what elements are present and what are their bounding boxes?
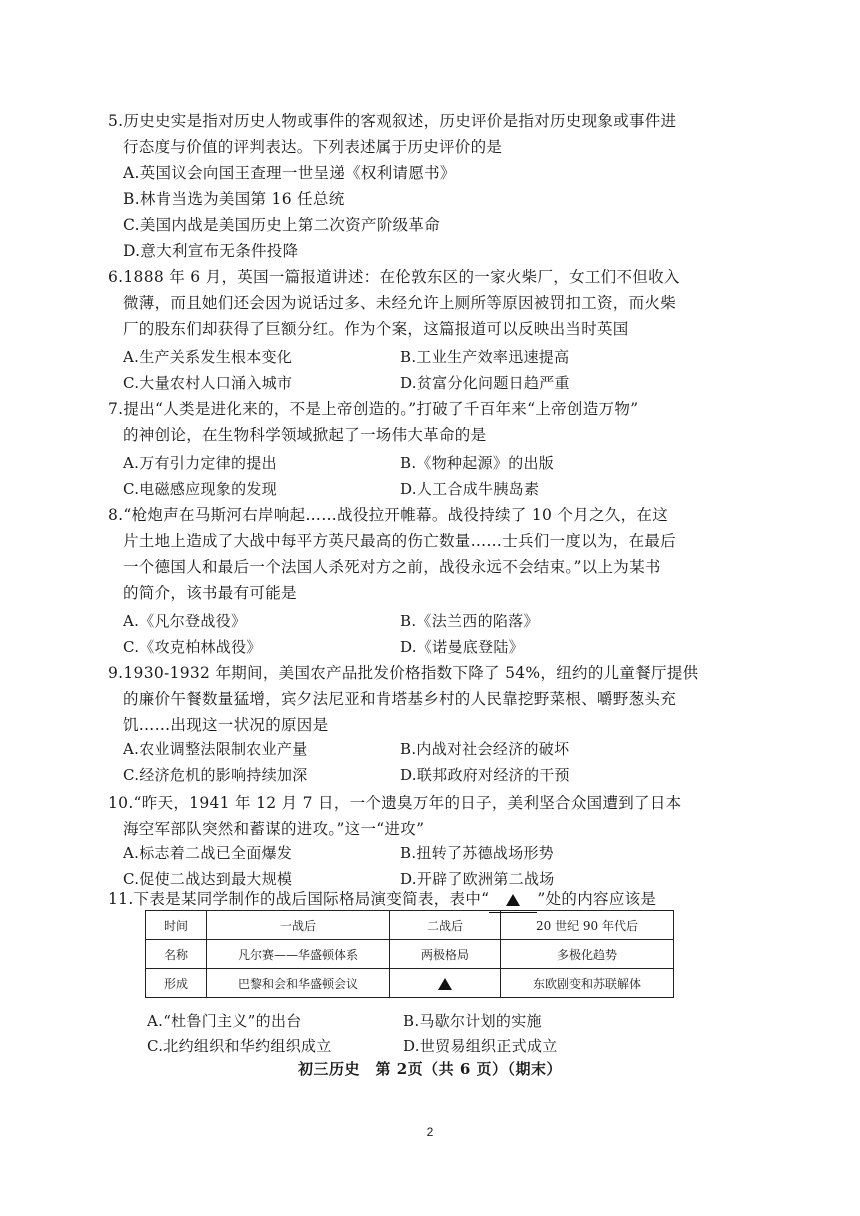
- question-8: [108, 502, 677, 606]
- question-stem: 行态度与价值的评判表达。下列表述属于历史评价的是: [123, 138, 503, 156]
- option-d: D.《诺曼底登陆》: [400, 638, 524, 656]
- table-international-pattern: [145, 910, 674, 998]
- option-b: B.扭转了苏德战场形势: [400, 844, 555, 862]
- option-b: B.林肯当选为美国第 16 任总统: [123, 190, 345, 208]
- question-6: [108, 264, 680, 342]
- question-stem: 片土地上造成了大战中每平方英尺最高的伤亡数量……士兵们一度以为，在最后: [123, 532, 677, 550]
- question-stem: 的简介，该书最有可能是: [123, 584, 297, 602]
- table-cell: 二战后: [390, 911, 501, 940]
- option-d: D.意大利宣布无条件投降: [123, 242, 299, 260]
- option-d: D.人工合成牛胰岛素: [400, 480, 540, 498]
- question-11: [108, 886, 708, 912]
- option-b: B.内战对社会经济的破坏: [400, 740, 570, 758]
- question-stem: 一个德国人和最后一个法国人杀死对方之前，战役永远不会结束。”以上为某书: [123, 558, 661, 576]
- table-cell: 凡尔赛——华盛顿体系: [207, 940, 390, 969]
- option-d: D.世贸易组织正式成立: [403, 1037, 558, 1055]
- page-footer: 初三历史 第 2页（共 6 页）（期末）: [297, 1060, 563, 1078]
- table-cell: 时间: [146, 911, 207, 940]
- answer-blank: [489, 886, 537, 913]
- question-stem: 厂的股东们却获得了巨额分红。作为个案，这篇报道可以反映出当时英国: [123, 320, 629, 338]
- option-d: D.贫富分化问题日趋严重: [400, 374, 570, 392]
- table-cell: 20 世纪 90 年代后: [501, 911, 674, 940]
- question-stem-start: 11.下表是某同学制作的战后国际格局演变简表，表中“: [108, 890, 490, 908]
- table-cell: 名称: [146, 940, 207, 969]
- question-7: [108, 396, 668, 448]
- question-stem-end: ”处的内容应该是: [537, 890, 657, 908]
- option-a: A.英国议会向国王查理一世呈递《权利请愿书》: [123, 164, 456, 182]
- option-a: A.标志着二战已全面爆发: [123, 844, 293, 862]
- table-cell: 东欧剧变和苏联解体: [501, 969, 674, 998]
- question-stem: [108, 886, 708, 912]
- option-a: A.“杜鲁门主义”的出台: [147, 1012, 302, 1030]
- option-c: C.电磁感应现象的发现: [123, 480, 278, 498]
- option-c: C.美国内战是美国历史上第二次资产阶级革命: [123, 216, 441, 234]
- table-row: [146, 969, 674, 998]
- option-d: D.开辟了欧洲第二战场: [400, 870, 555, 888]
- option-b: B.《物种起源》的出版: [400, 454, 555, 472]
- question-stem: 饥……出现这一状况的原因是: [123, 716, 329, 734]
- option-c: C.促使二战达到最大规模: [123, 870, 293, 888]
- question-stem: 9.1930-1932 年期间，美国农产品批发价格指数下降了 54%，纽约的儿童餐厅提供: [108, 664, 699, 682]
- question-10: [108, 790, 682, 842]
- question-9: [108, 660, 699, 738]
- question-stem: 7.提出“人类是进化来的，不是上帝创造的。”打破了千百年来“上帝创造万物”: [108, 400, 639, 418]
- question-stem: 微薄，而且她们还会因为说话过多、未经允许上厕所等原因被罚扣工资，而火柴: [123, 294, 677, 312]
- option-a: A.农业调整法限制农业产量: [123, 740, 308, 758]
- option-c: C.《攻克柏林战役》: [123, 638, 262, 656]
- option-b: B.马歇尔计划的实施: [403, 1012, 542, 1030]
- question-stem: 的神创论，在生物科学领域掀起了一场伟大革命的是: [123, 426, 487, 444]
- option-a: A.《凡尔登战役》: [123, 612, 247, 630]
- table-row: [146, 940, 674, 969]
- question-stem: 海空军部队突然和蓄谋的进攻。”这一“进攻”: [123, 820, 425, 838]
- question-stem: 5.历史史实是指对历史人物或事件的客观叙述，历史评价是指对历史现象或事件进: [108, 112, 677, 130]
- question-stem: 6.1888 年 6 月，英国一篇报道讲述：在伦敦东区的一家火柴厂，女工们不但收入: [108, 268, 680, 286]
- option-b: B.工业生产效率迅速提高: [400, 348, 570, 366]
- option-a: A.生产关系发生根本变化: [123, 348, 293, 366]
- triangle-icon: [438, 978, 452, 990]
- table-cell: 巴黎和会和华盛顿会议: [207, 969, 390, 998]
- table-cell: 多极化趋势: [501, 940, 674, 969]
- table-cell: 两极格局: [390, 940, 501, 969]
- triangle-icon: [506, 894, 520, 906]
- option-c: C.北约组织和华约组织成立: [147, 1037, 332, 1055]
- table-cell: 形成: [146, 969, 207, 998]
- question-stem: 8.“枪炮声在马斯河右岸响起……战役拉开帷幕。战役持续了 10 个月之久，在这: [108, 506, 668, 524]
- table-row: [146, 911, 674, 940]
- option-b: B.《法兰西的陷落》: [400, 612, 539, 630]
- page-number: 2: [426, 1125, 434, 1139]
- option-d: D.联邦政府对经济的干预: [400, 766, 570, 784]
- question-stem: 10.“昨天，1941 年 12 月 7 日，一个遗臭万年的日子，美利坚合众国遭到了日本: [108, 794, 682, 812]
- option-c: C.大量农村人口涌入城市: [123, 374, 293, 392]
- question-5: [108, 108, 677, 264]
- question-stem: 的廉价午餐数量猛增，宾夕法尼亚和肯塔基乡村的人民靠挖野菜根、嚼野葱头充: [123, 690, 677, 708]
- table-cell: 一战后: [207, 911, 390, 940]
- option-a: A.万有引力定律的提出: [123, 454, 277, 472]
- option-c: C.经济危机的影响持续加深: [123, 766, 308, 784]
- table-cell-blank: [390, 969, 501, 998]
